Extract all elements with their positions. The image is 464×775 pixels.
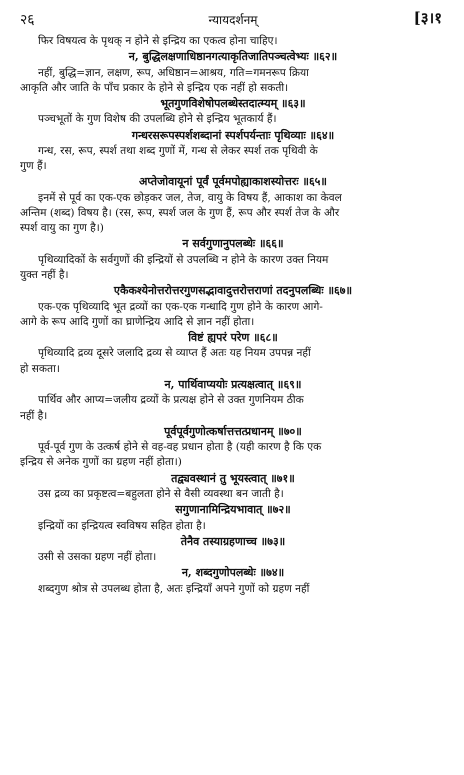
commentary-line: नहीं, बुद्धि=ज्ञान, लक्षण, रूप, अधिष्ठान=आश्रय, गति=गमनरूप क्रिया: [38, 66, 309, 79]
commentary-line: पञ्चभूतों के गुण विशेष की उपलब्धि होने से इन्द्रिय भूतकार्य हैं।: [38, 113, 277, 126]
commentary-line: पृथिव्यादि द्रव्य दूसरे जलादि द्रव्य से व्याप्त हैं अतः यह नियम उपपन्न नहीं: [38, 347, 311, 360]
commentary-line: इन्द्रिय से अनेक गुणों का ग्रहण नहीं होता।): [20, 456, 182, 469]
commentary-line: उसी से उसका ग्रहण नहीं होता।: [38, 551, 157, 564]
page-body: [20, 34, 446, 597]
running-title: न्यायदर्शनम्: [208, 13, 258, 27]
sutra-line: न सर्वगुणानुपलब्धेः ॥६६॥: [182, 237, 284, 251]
commentary-line: आकृति और जाति के पाँच प्रकार के होने से इन्द्रिय एक नहीं हो सकती।: [20, 81, 289, 94]
commentary-line: एक-एक पृथिव्यादि भूत द्रव्यों का एक-एक गन्धादि गुण होने के कारण आगे-: [38, 300, 323, 313]
commentary-line: पार्थिव और आप्य=जलीय द्रव्यों के प्रत्यक्ष होने से उक्त गुणनियम ठीक: [38, 394, 304, 407]
commentary-line: इन्द्रियों का इन्द्रियत्व स्वविषय सहित होता है।: [38, 519, 206, 532]
sutra-line: भूतगुणविशेषोपलब्धेस्तदात्म्यम् ॥६३॥: [160, 97, 306, 111]
sutra-line: न, शब्दगुणोपलब्धेः ॥७४॥: [181, 566, 285, 580]
sutra-line: न, पार्थिवाप्ययोः प्रत्यक्षत्वात् ॥६९॥: [164, 377, 302, 391]
commentary-line: गुण हैं।: [20, 160, 47, 173]
sutra-line: तेनैव तस्याग्रहणाच्च ॥७३॥: [180, 534, 286, 548]
sutra-line: गन्धरसरूपस्पर्शशब्दानां स्पर्शपर्यन्ताः पृथिव्याः ॥६४॥: [131, 128, 335, 142]
sutra-line: अप्तेजोवायूनां पूर्वं पूर्वमपोह्याकाशस्योत्तरः ॥६५॥: [139, 175, 327, 189]
commentary-line: इनमें से पूर्व का एक-एक छोड़कर जल, तेज, वायु के विषय हैं, आकाश का केवल: [38, 191, 342, 204]
page-number: २६: [20, 12, 35, 28]
commentary-line: शब्दगुण श्रोत्र से उपलब्ध होता है, अतः इन्द्रियाँ अपने गुणों को ग्रहण नहीं: [38, 582, 310, 595]
commentary-line: नहीं है।: [20, 409, 48, 422]
commentary-line: फिर विषयत्व के पृथक् न होने से इन्द्रिय का एकत्व होना चाहिए।: [38, 35, 278, 47]
commentary-line: अन्तिम (शब्द) विषय है। (रस, रूप, स्पर्श जल के गुण हैं, रूप और स्पर्श तेज के और: [20, 207, 340, 220]
sutra-line: विष्टं ह्यपरं परेण ॥६८॥: [188, 331, 278, 345]
section-marker: [३।१: [413, 9, 442, 27]
commentary-line: स्पर्श वायु का गुण है।): [20, 222, 104, 235]
commentary-line: युक्त नहीं है।: [20, 269, 69, 282]
sutra-line: न, बुद्धिलक्षणाधिष्ठानगत्याकृतिजातिपञ्चत्वेभ्यः ॥६२॥: [128, 50, 338, 64]
page-header: [20, 8, 446, 34]
commentary-line: आगे के रूप आदि गुणों का घ्राणेन्द्रिय आदि से ज्ञान नहीं होता।: [20, 315, 255, 328]
commentary-line: गन्ध, रस, रूप, स्पर्श तथा शब्द गुणों में, गन्ध से लेकर स्पर्श तक पृथिवी के: [38, 145, 318, 158]
sutra-line: तद्व्यवस्थानं तु भूयस्त्वात् ॥७१॥: [171, 471, 295, 485]
commentary-line: पृथिव्यादिकों के सर्वगुणों की इन्द्रियों से उपलब्धि न होने के कारण उक्त नियम: [38, 253, 329, 266]
sutra-line: पूर्वपूर्वगुणोत्कर्षात्तत्तत्प्रधानम् ॥७०॥: [164, 424, 302, 438]
sutra-line: एकैकश्येनोत्तरोत्तरगुणसद्भावादुत्तरोत्तराणां तदनुपलब्धिः ॥६७॥: [113, 284, 353, 298]
sutra-line: सगुणानामिन्द्रियभावात् ॥७२॥: [175, 503, 291, 517]
commentary-line: हो सकता।: [20, 362, 60, 375]
commentary-line: उस द्रव्य का प्रकृष्टत्व=बहुलता होने से वैसी व्यवस्था बन जाती है।: [38, 487, 284, 500]
commentary-line: पूर्व-पूर्व गुण के उत्कर्ष होने से वह-वह प्रधान होता है (यही कारण है कि एक: [38, 441, 322, 454]
